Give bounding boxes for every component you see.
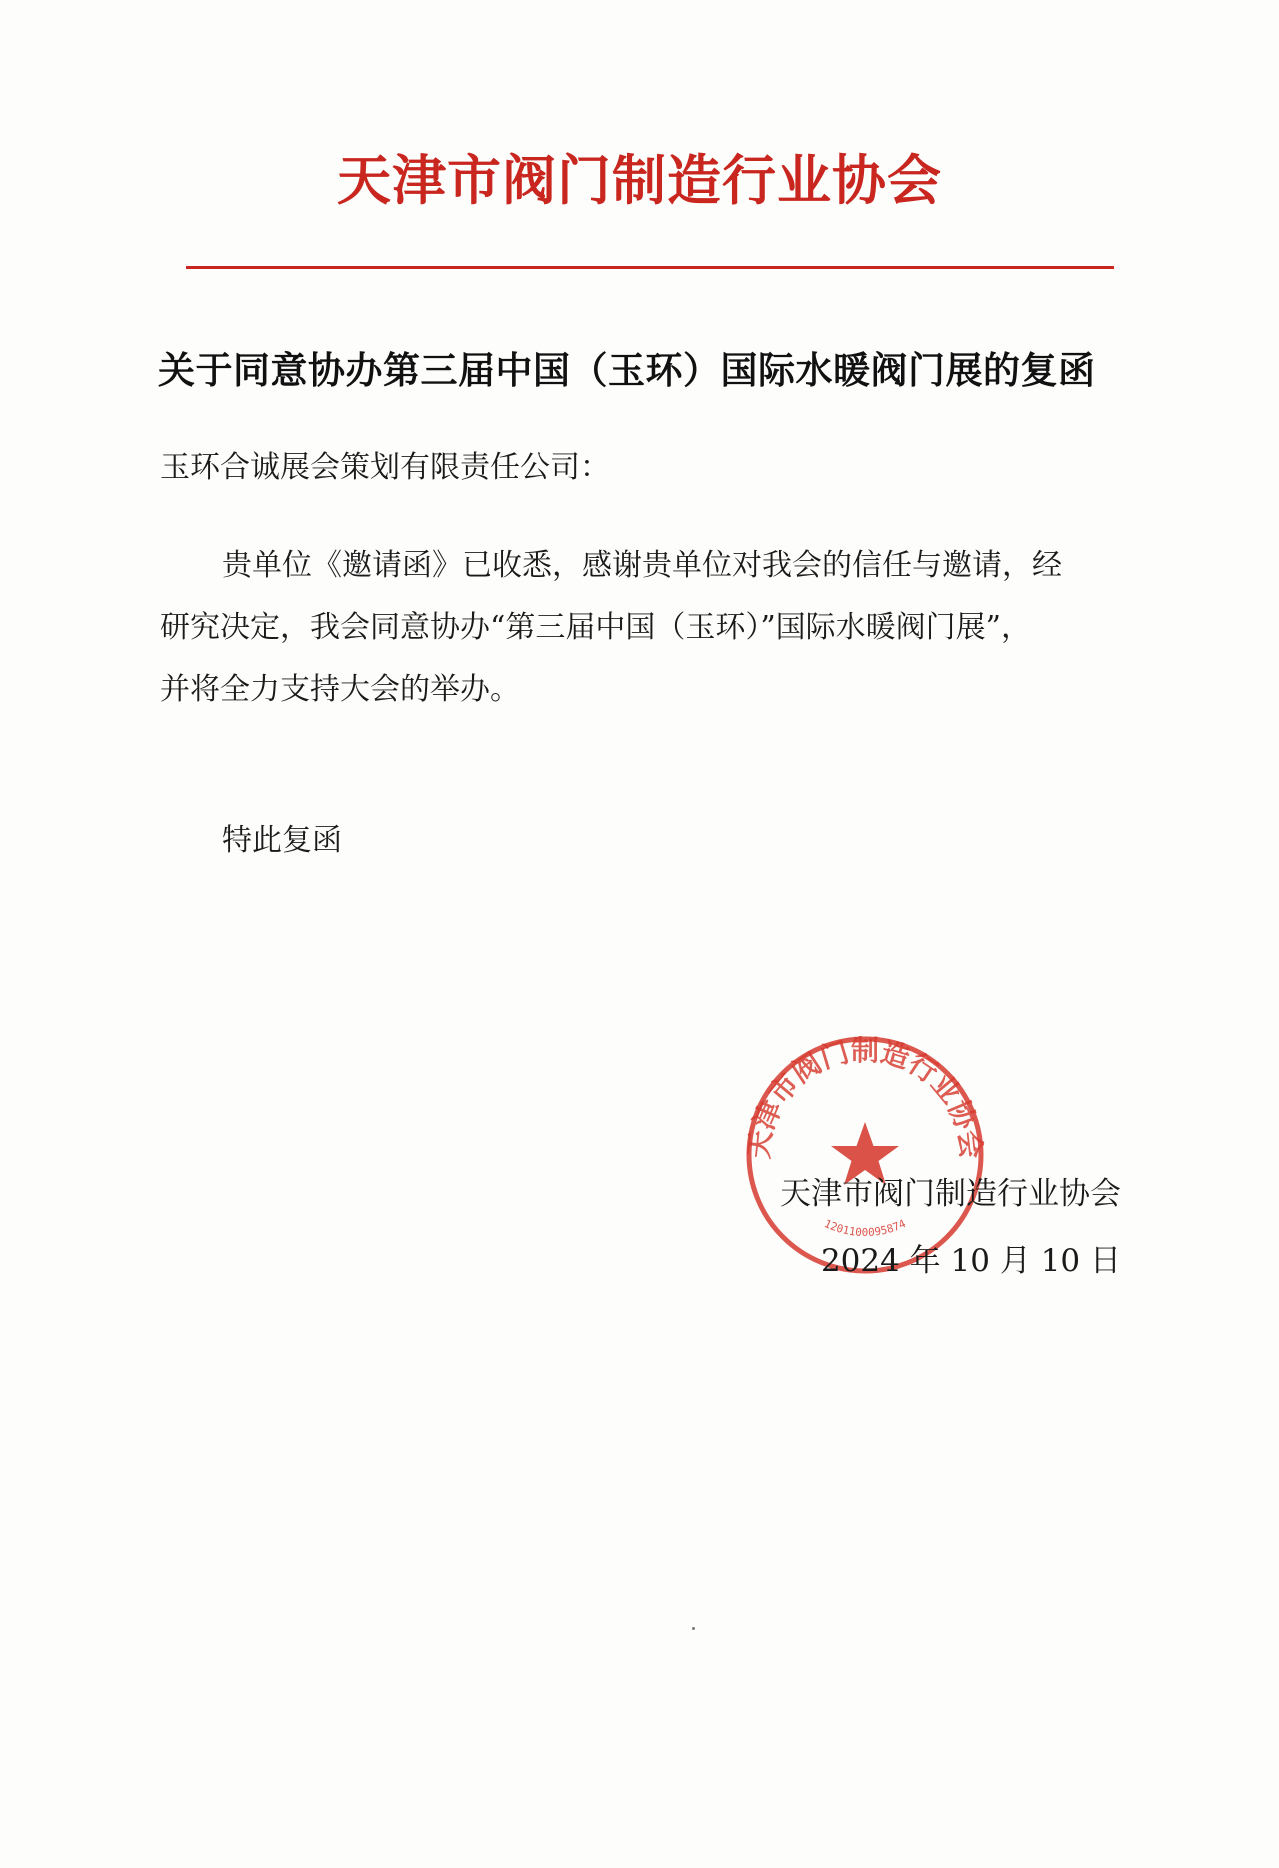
body-paragraph	[160, 535, 1132, 721]
scan-speck	[692, 1627, 695, 1630]
signature-organization: 天津市阀门制造行业协会	[780, 1176, 1121, 1212]
addressee: 玉环合诚展会策划有限责任公司：	[160, 450, 610, 485]
body-line: 贵单位《邀请函》已收悉，感谢贵单位对我会的信任与邀请，经	[222, 548, 1062, 583]
seal-ring-text: 天津市阀门制造行业协会	[742, 1034, 988, 1161]
signature-date: 2024 年 10 月 10 日	[820, 1243, 1121, 1279]
letterhead-title: 天津市阀门制造行业协会	[337, 149, 942, 212]
closing-phrase: 特此复函	[222, 823, 342, 858]
document-title: 关于同意协办第三届中国（玉环）国际水暖阀门展的复函	[158, 349, 1096, 392]
seal-code: 1201100095874	[822, 1217, 908, 1240]
letterhead-divider	[186, 266, 1114, 269]
body-line: 研究决定，我会同意协办“第三届中国（玉环）”国际水暖阀门展”，	[160, 610, 1032, 645]
body-line: 并将全力支持大会的举办。	[160, 672, 520, 707]
